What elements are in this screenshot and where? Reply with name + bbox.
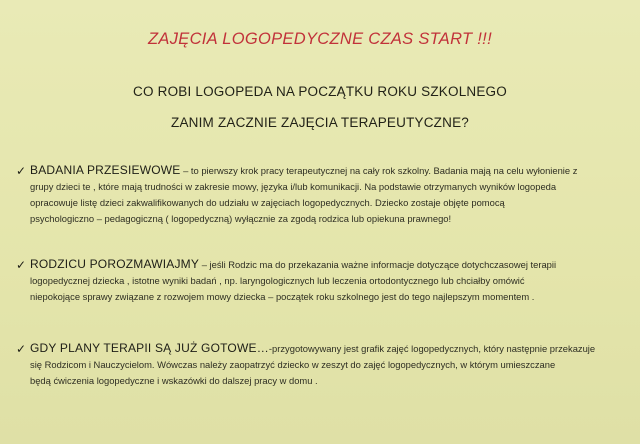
section-heading: RODZICU POROZMAWIAJMY: [30, 257, 200, 271]
check-icon: ✓: [16, 342, 27, 356]
section-first-line: [30, 340, 620, 357]
section-text: psychologiczno – pedagogiczną ( logopedyczną) wyłącznie za zgodą rodzica lub opiekuna prawnego!: [30, 213, 452, 224]
section-heading: BADANIA PRZESIEWOWE: [30, 163, 181, 177]
section-text: – to pierwszy krok pracy terapeutycznej na cały rok szkolny. Badania mają na celu wyłonienie z: [180, 165, 578, 176]
check-icon: ✓: [16, 258, 27, 272]
check-icon: ✓: [16, 164, 27, 178]
section-first-line: [30, 256, 620, 273]
section-badania-przesiewowe: [16, 162, 620, 227]
subtitle-line-2: ZANIM ZACZNIE ZAJĘCIA TERAPEUTYCZNE?: [171, 115, 469, 130]
section-gdy-plany-terapii: [16, 340, 620, 389]
subtitle-line-1: CO ROBI LOGOPEDA NA POCZĄTKU ROKU SZKOLNEGO: [133, 84, 507, 99]
section-heading: GDY PLANY TERAPII SĄ JUŻ GOTOWE…: [30, 341, 269, 355]
page-title: ZAJĘCIA LOGOPEDYCZNE CZAS START !!!: [148, 30, 492, 48]
section-text: się Rodzicom i Nauczycielom. Wówczas należy zaopatrzyć dziecko w zeszyt do zajęć logopedycznych, w którym umieszczane: [30, 359, 556, 370]
section-first-line: [30, 162, 620, 179]
section-text: opracowuje listę dzieci zakwalifikowanych do udziału w zajęciach logopedycznych. Dziecko zostaje objęte pomocą: [30, 197, 505, 208]
section-text: logopedycznej dziecka , istotne wyniki badań , np. laryngologicznych lub leczenia ortodontycznego lub chciałby omówić: [30, 275, 525, 286]
section-rodzicu-porozmawiajmy: [16, 256, 620, 305]
section-text: grupy dzieci te , które mają trudności w zakresie mowy, języka i/lub komunikacji. Na podstawie otrzymanych wyników logopeda: [30, 181, 557, 192]
section-text: niepokojące sprawy związane z rozwojem mowy dziecka – początek roku szkolnego jest do tego najlepszym momentem .: [30, 291, 535, 302]
section-text: będą ćwiczenia logopedyczne i wskazówki do dalszej pracy w domu .: [30, 375, 318, 386]
section-text: – jeśli Rodzic ma do przekazania ważne informacje dotyczące dotychczasowej terapii: [199, 259, 557, 270]
section-text: -przygotowywany jest grafik zajęć logopedycznych, który następnie przekazuje: [268, 343, 596, 354]
